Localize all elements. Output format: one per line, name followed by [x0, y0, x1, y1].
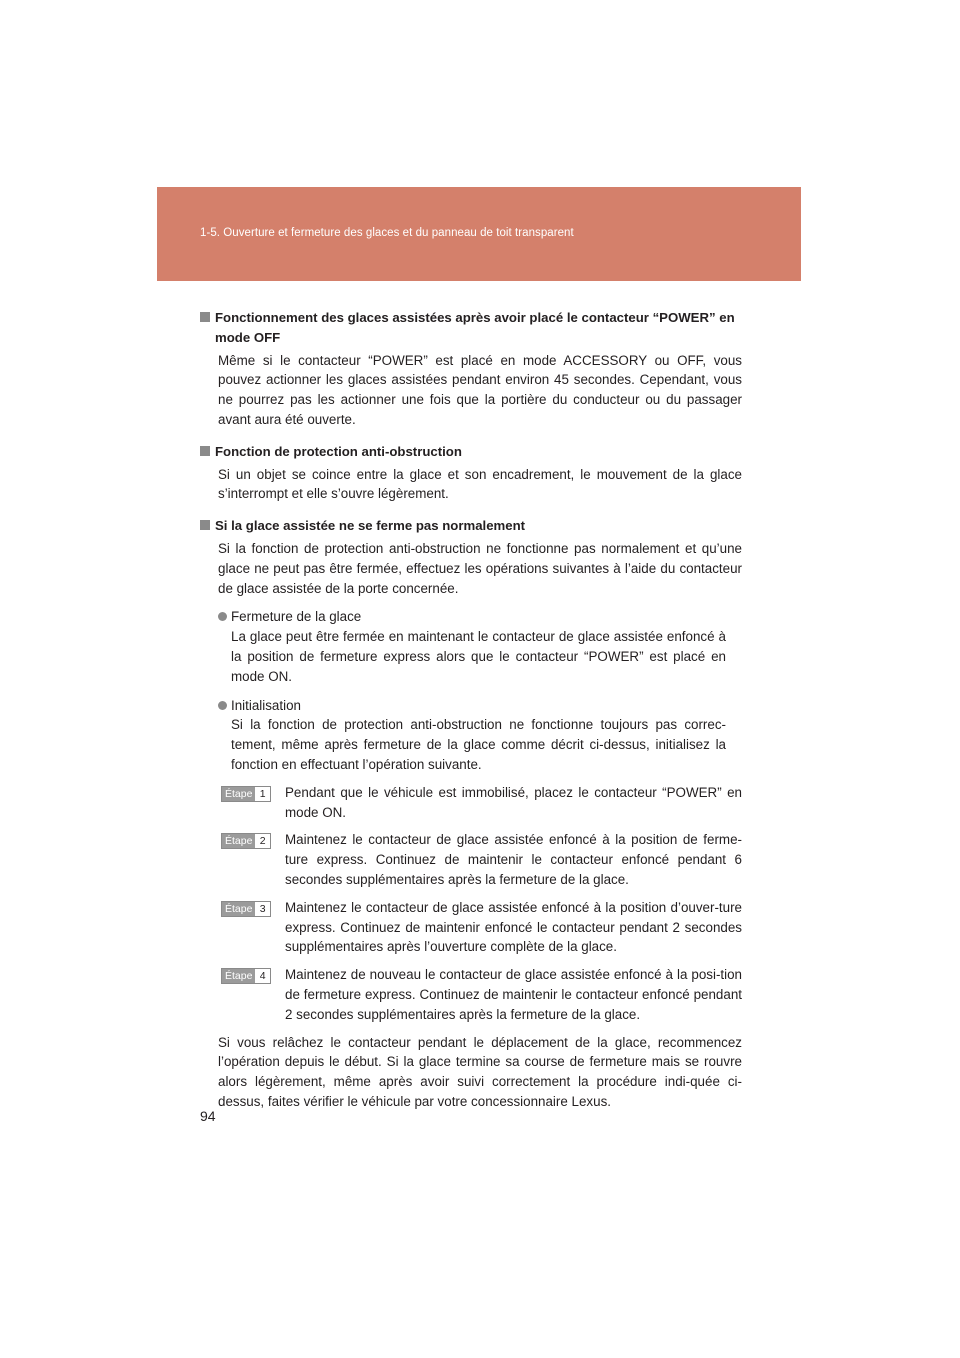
page-content [200, 308, 742, 1112]
section-heading-text: Fonctionnement des glaces assistées après avoir placé le contacteur “POWER” en mode OFF [215, 310, 735, 345]
bullet-item-closing [218, 607, 742, 686]
step-badge-label: Étape [222, 902, 255, 916]
step-item [221, 965, 742, 1024]
step-text: Maintenez de nouveau le contacteur de glace assistée enfoncé à la posi-tion de fermeture express. Continuez de maintenir le contacteur enfoncé pendant 2 secondes supplémentaires après la fermeture de la glace. [285, 967, 742, 1022]
section-heading-anti-obstruction [200, 442, 742, 462]
step-badge-number: 3 [255, 902, 270, 916]
step-item [221, 783, 742, 823]
section-header-title: 1-5. Ouverture et fermeture des glaces et du panneau de toit transparent [200, 227, 574, 239]
step-badge-number: 4 [255, 969, 270, 983]
step-badge [221, 786, 271, 802]
section-paragraph: Même si le contacteur “POWER” est placé en mode ACCESSORY ou OFF, vous pouvez actionner les glaces assistées pendant environ 45 secondes. Cependant, vous ne pourrez pas les actionner une fois que la portière du conducteur ou du passager avant aura été ouverte. [218, 352, 742, 427]
bullet-item-initialisation [218, 696, 742, 775]
page-number: 94 [200, 1108, 216, 1124]
section-heading-power-off [200, 308, 742, 348]
round-bullet-icon [218, 701, 227, 710]
bullet-text: Si la fonction de protection anti-obstruction ne fonctionne toujours pas correc-tement, même après fermeture de la glace comme décrit ci-dessus, initialisez la fonction en effectuant l’opération suivante. [231, 717, 726, 772]
closing-paragraph: Si vous relâchez le contacteur pendant le déplacement de la glace, recommencez l’opération depuis le début. Si la glace termine sa course de fermeture mais se rouvre alors légèrement, même après avoir suivi correctement la procédure indi-quée ci-dessus, faites vérifier le véhicule par votre concessionnaire Lexus. [218, 1034, 742, 1109]
step-badge-number: 1 [255, 787, 270, 801]
step-text: Maintenez le contacteur de glace assistée enfoncé à la position d’ouver-ture express. Continuez de maintenir enfoncé le contacteur pendant 2 secondes supplémentaires après l’ouverture complète de la glace. [285, 899, 742, 955]
section-heading-text: Fonction de protection anti-obstruction [215, 443, 462, 459]
step-badge-label: Étape [222, 787, 255, 801]
bullet-title: Initialisation [231, 697, 301, 713]
bullet-text: La glace peut être fermée en maintenant le contacteur de glace assistée enfoncé à la position de fermeture express alors que le contacteur “POWER” est placé en mode ON. [231, 629, 726, 684]
step-item [221, 898, 742, 957]
step-badge-label: Étape [222, 834, 255, 848]
step-badge [221, 968, 271, 984]
step-badge-label: Étape [222, 969, 255, 983]
round-bullet-icon [218, 612, 227, 621]
section-heading-text: Si la glace assistée ne se ferme pas normalement [215, 518, 526, 534]
section-paragraph: Si la fonction de protection anti-obstruction ne fonctionne pas normalement et qu’une glace ne peut pas être fermée, effectuez les opérations suivantes à l’aide du contacteur de glace assistée de la porte concernée. [218, 540, 742, 596]
bullet-title: Fermeture de la glace [231, 609, 362, 625]
step-badge [221, 833, 271, 849]
step-text: Pendant que le véhicule est immobilisé, placez le contacteur “POWER” en mode ON. [285, 784, 742, 820]
step-badge [221, 901, 271, 917]
square-bullet-icon [200, 520, 210, 530]
section-paragraph: Si un objet se coince entre la glace et son encadrement, le mouvement de la glace s’interrompt et elle s’ouvre légèrement. [218, 466, 742, 502]
step-badge-number: 2 [255, 834, 270, 848]
step-item [221, 830, 742, 889]
step-text: Maintenez le contacteur de glace assistée enfoncé à la position de ferme-ture express. Continuez de maintenir le contacteur enfoncé pendant 6 secondes supplémentaires après la fermeture de la glace. [285, 832, 742, 887]
square-bullet-icon [200, 312, 210, 322]
section-heading-not-closing [200, 516, 742, 536]
square-bullet-icon [200, 446, 210, 456]
